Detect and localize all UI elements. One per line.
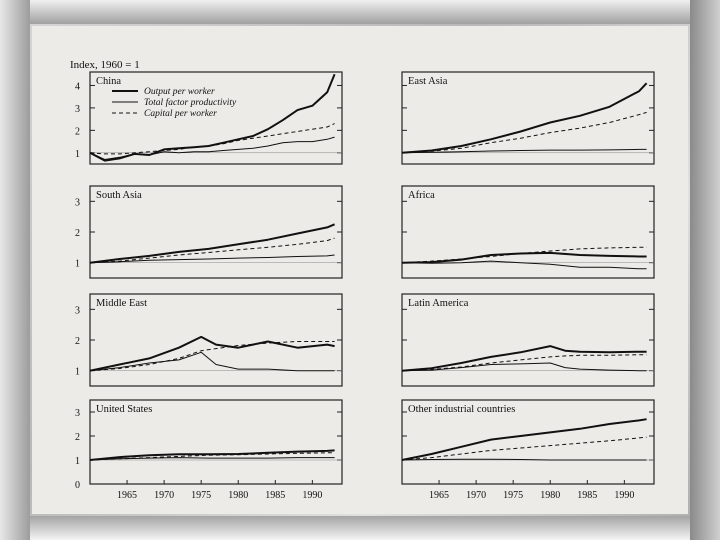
panel-title-africa: Africa: [408, 190, 435, 201]
figure-svg: [32, 26, 688, 514]
x-tick-label: 1965: [429, 490, 450, 501]
x-tick-label: 1980: [540, 490, 561, 501]
legend-label-capital: Capital per worker: [144, 109, 217, 119]
y-tick-label: 1: [75, 456, 80, 467]
y-tick-label: 2: [75, 432, 80, 443]
series-output-per-worker-other-industrial-countries: [402, 419, 647, 460]
y-tick-label: 0: [75, 480, 80, 491]
y-tick-label: 1: [75, 148, 80, 160]
y-tick-label: 3: [75, 408, 80, 419]
x-tick-label: 1975: [503, 490, 524, 501]
frame-bevel-left: [0, 0, 30, 540]
y-tick-label: 3: [75, 197, 80, 209]
y-tick-label: 4: [75, 81, 80, 93]
frame-bevel-bottom: [0, 516, 720, 540]
x-tick-label: 1970: [154, 490, 175, 501]
x-tick-label: 1975: [191, 490, 212, 501]
panel-title-latin-america: Latin America: [408, 298, 469, 309]
x-tick-label: 1990: [614, 490, 635, 501]
y-tick-label: 2: [75, 228, 80, 239]
y-tick-label: 3: [75, 103, 80, 115]
panel-title-south-asia: South Asia: [96, 190, 142, 201]
panel-grid: [75, 72, 654, 501]
x-tick-label: 1965: [117, 490, 138, 501]
panel-title-united-states: United States: [96, 404, 153, 415]
y-tick-label: 1: [75, 258, 80, 270]
y-tick-label: 3: [75, 305, 80, 317]
x-tick-label: 1970: [466, 490, 487, 501]
series-capital-per-worker-other-industrial-countries: [402, 437, 647, 460]
x-tick-label: 1985: [265, 490, 286, 501]
x-tick-label: 1985: [577, 490, 598, 501]
frame-bevel-right: [690, 0, 720, 540]
index-label: Index, 1960 = 1: [70, 59, 140, 71]
series-capital-per-worker-east-asia: [402, 112, 647, 152]
y-tick-label: 1: [75, 366, 80, 378]
series-output-per-worker-africa: [402, 253, 647, 263]
series-capital-per-worker-china: [90, 124, 335, 154]
series-total-factor-productivity-other-industrial-countries: [402, 459, 647, 460]
legend-label-output: Output per worker: [144, 87, 215, 97]
frame-bevel-top: [0, 0, 720, 24]
series-output-per-worker-latin-america: [402, 346, 647, 371]
scanned-figure: [32, 26, 688, 514]
panel-title-china: China: [96, 76, 122, 87]
y-tick-label: 2: [75, 336, 80, 347]
x-tick-label: 1980: [228, 490, 249, 501]
panel-title-east-asia: East Asia: [408, 76, 448, 87]
x-tick-label: 1990: [302, 490, 323, 501]
panel-title-other-industrial-countries: Other industrial countries: [408, 404, 516, 415]
legend-label-tfp: Total factor productivity: [144, 98, 237, 108]
panel-frame-africa: [402, 186, 654, 278]
series-total-factor-productivity-china: [90, 137, 335, 159]
series-output-per-worker-east-asia: [402, 83, 647, 153]
series-capital-per-worker-latin-america: [402, 355, 647, 371]
y-tick-label: 2: [75, 126, 80, 138]
panel-title-middle-east: Middle East: [96, 298, 148, 309]
